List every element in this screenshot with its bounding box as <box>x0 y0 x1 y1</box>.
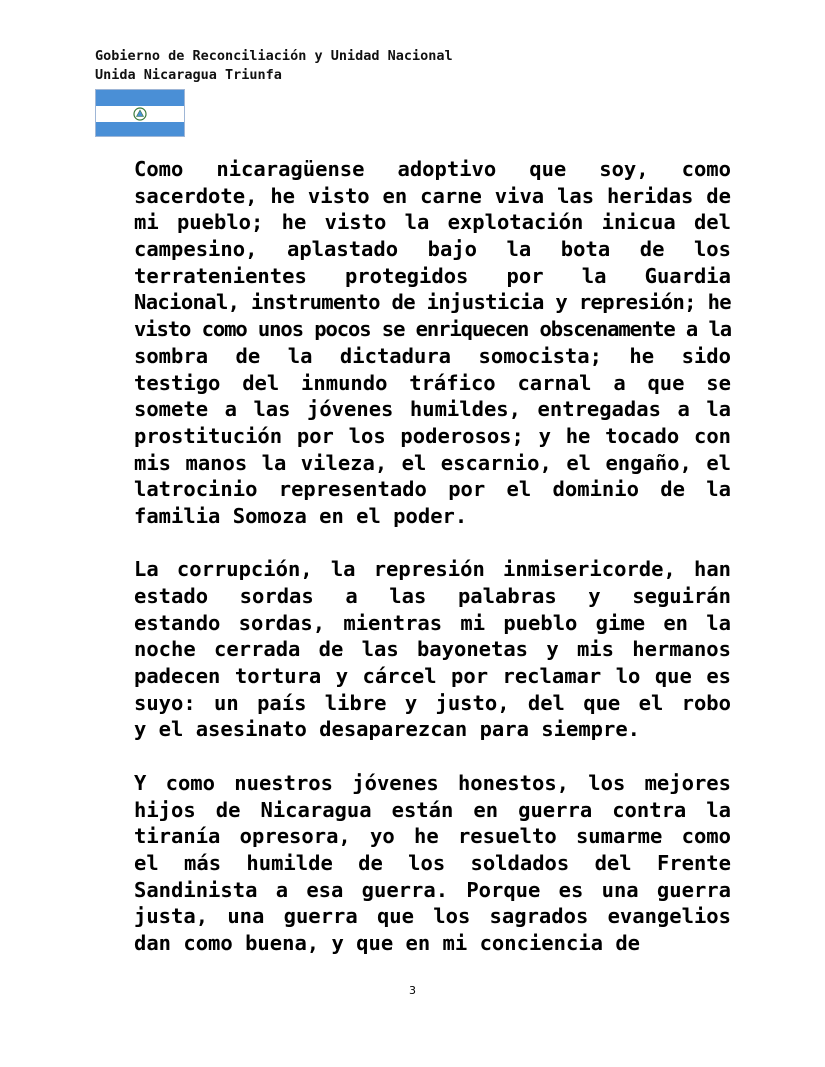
paragraph-line: La corrupción, la represión inmisericorde, han <box>134 557 731 582</box>
paragraph-line: suyo: un país libre y justo, del que el robo <box>134 690 731 715</box>
document-header <box>95 47 453 85</box>
paragraph-line: mi pueblo; he visto la explotación inicua del <box>134 210 731 235</box>
paragraph-line: justa, una guerra que los sagrados evangelios <box>134 904 731 929</box>
paragraph-line: familia Somoza en el poder. <box>134 503 468 528</box>
body-paragraph <box>134 770 731 957</box>
paragraph-line: terratenientes protegidos por la Guardia <box>134 263 731 288</box>
paragraph-line: Como nicaragüense adoptivo que soy, como <box>134 157 731 181</box>
paragraph-line: prostitución por los poderosos; y he tocado con <box>134 423 731 448</box>
document-body <box>134 156 731 983</box>
paragraph-line: campesino, aplastado bajo la bota de los <box>134 237 731 262</box>
paragraph-line: mis manos la vileza, el escarnio, el engaño, el <box>134 450 731 475</box>
paragraph-line: noche cerrada de las bayonetas y mis hermanos <box>134 637 731 662</box>
paragraph-line: Sandinista a esa guerra. Porque es una guerra <box>134 877 731 902</box>
paragraph-line: el más humilde de los soldados del Frente <box>134 850 731 875</box>
paragraph-line: Y como nuestros jóvenes honestos, los mejores <box>134 770 731 795</box>
paragraph-line: hijos de Nicaragua están en guerra contra la <box>134 797 731 822</box>
body-paragraph <box>134 156 731 530</box>
header-government-name: Gobierno de Reconciliación y Unidad Nacional <box>95 48 453 64</box>
body-paragraph <box>134 556 731 743</box>
paragraph-line: latrocinio representado por el dominio de la <box>134 477 731 502</box>
paragraph-line: estando sordas, mientras mi pueblo gime en la <box>134 610 731 635</box>
paragraph-line: tiranía opresora, yo he resuelto sumarme como <box>134 824 731 849</box>
paragraph-line: dan como buena, y que en mi conciencia de <box>134 930 641 955</box>
flag-bottom-band <box>96 122 184 137</box>
page-number: 3 <box>409 984 416 997</box>
paragraph-line: somete a las jóvenes humildes, entregadas a la <box>134 397 731 422</box>
paragraph-line: visto como unos pocos se enriquecen obscenamente a la <box>134 317 731 342</box>
paragraph-line: testigo del inmundo tráfico carnal a que se <box>134 370 731 395</box>
nicaragua-flag-icon <box>95 89 185 137</box>
paragraph-line: estado sordas a las palabras y seguirán <box>134 584 731 608</box>
paragraph-line: padecen tortura y cárcel por reclamar lo que es <box>134 664 731 689</box>
paragraph-line: sombra de la dictadura somocista; he sido <box>134 343 731 368</box>
paragraph-line: y el asesinato desaparezcan para siempre. <box>134 717 641 742</box>
paragraph-line: sacerdote, he visto en carne viva las heridas de <box>134 183 731 208</box>
paragraph-line: Nacional, instrumento de injusticia y represión; he <box>134 290 731 315</box>
coat-of-arms-icon <box>133 107 147 121</box>
header-slogan: Unida Nicaragua Triunfa <box>95 67 282 83</box>
flag-top-band <box>96 90 184 106</box>
